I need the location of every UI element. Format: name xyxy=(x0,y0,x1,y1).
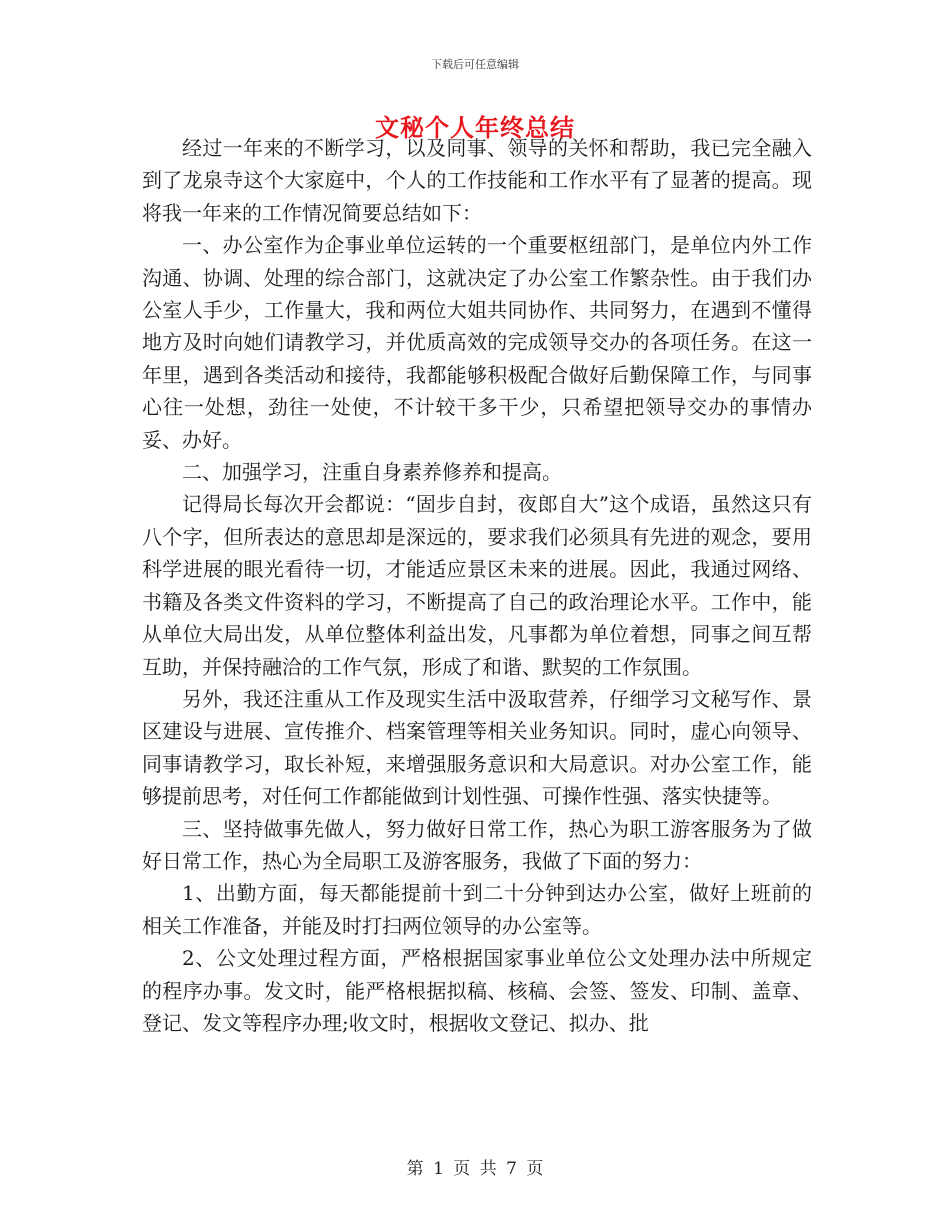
page-footer: 第 1 页 共 7 页 xyxy=(406,1159,544,1179)
paragraph-section-two-heading: 二、加强学习，注重自身素养修养和提高。 xyxy=(182,460,562,485)
paragraph-office-role: 一、办公室作为企事业单位运转的一个重要枢纽部门，是单位内外工作沟通、协调、处理的综合部门，这就决定了办公室工作繁杂性。由于我们办公室人手少，工作量大，我和两位大姐共同协作、共同努力，在遇到不懂得地方及时向她们请教学习，并优质高效的完成领导交办的各项任务。在这一年里，遇到各类活动和接待，我都能够积极配合做好后勤保障工作，与同事心往一处想，劲往一处使，不计较干多干少，只希望把领导交办的事情办妥、办好。 xyxy=(142,233,812,452)
document-body xyxy=(142,132,812,1039)
paragraph-document-handling: 2、公文处理过程方面，严格根据国家事业单位公文处理办法中所规定的程序办事。发文时，能严格根据拟稿、核稿、会签、签发、印制、盖章、登记、发文等程序办理;收文时，根据收文登记、拟办、批 xyxy=(142,946,812,1035)
document-title: 文秘个人年终总结 xyxy=(375,114,575,142)
paragraph-learning: 记得局长每次开会都说：“固步自封，夜郎自大”这个成语，虽然这只有八个字，但所表达的意思却是深远的，要求我们必须具有先进的观念，要用科学进展的眼光看待一切，才能适应景区未来的进展。因此，我通过网络、书籍及各类文件资料的学习，不断提高了自己的政治理论水平。工作中，能从单位大局出发，从单位整体利益出发，凡事都为单位着想，同事之间互帮互助，并保持融洽的工作气氛，形成了和谐、默契的工作氛围。 xyxy=(142,492,812,679)
header-note: 下载后可任意编辑 xyxy=(431,58,519,71)
paragraph-attendance: 1、出勤方面，每天都能提前十到二十分钟到达办公室，做好上班前的相关工作准备，并能及时打扫两位领导的办公室等。 xyxy=(142,881,812,938)
paragraph-section-three-heading: 三、坚持做事先做人，努力做好日常工作，热心为职工游客服务为了做好日常工作，热心为全局职工及游客服务，我做了下面的努力： xyxy=(142,816,812,873)
paragraph-additional-study: 另外，我还注重从工作及现实生活中汲取营养，仔细学习文秘写作、景区建设与进展、宣传推介、档案管理等相关业务知识。同时，虚心向领导、同事请教学习，取长补短，来增强服务意识和大局意识。对办公室工作，能够提前思考，对任何工作都能做到计划性强、可操作性强、落实快捷等。 xyxy=(142,686,812,809)
paragraph-intro: 经过一年来的不断学习，以及同事、领导的关怀和帮助，我已完全融入到了龙泉寺这个大家庭中，个人的工作技能和工作水平有了显著的提高。现将我一年来的工作情况简要总结如下： xyxy=(142,136,812,225)
